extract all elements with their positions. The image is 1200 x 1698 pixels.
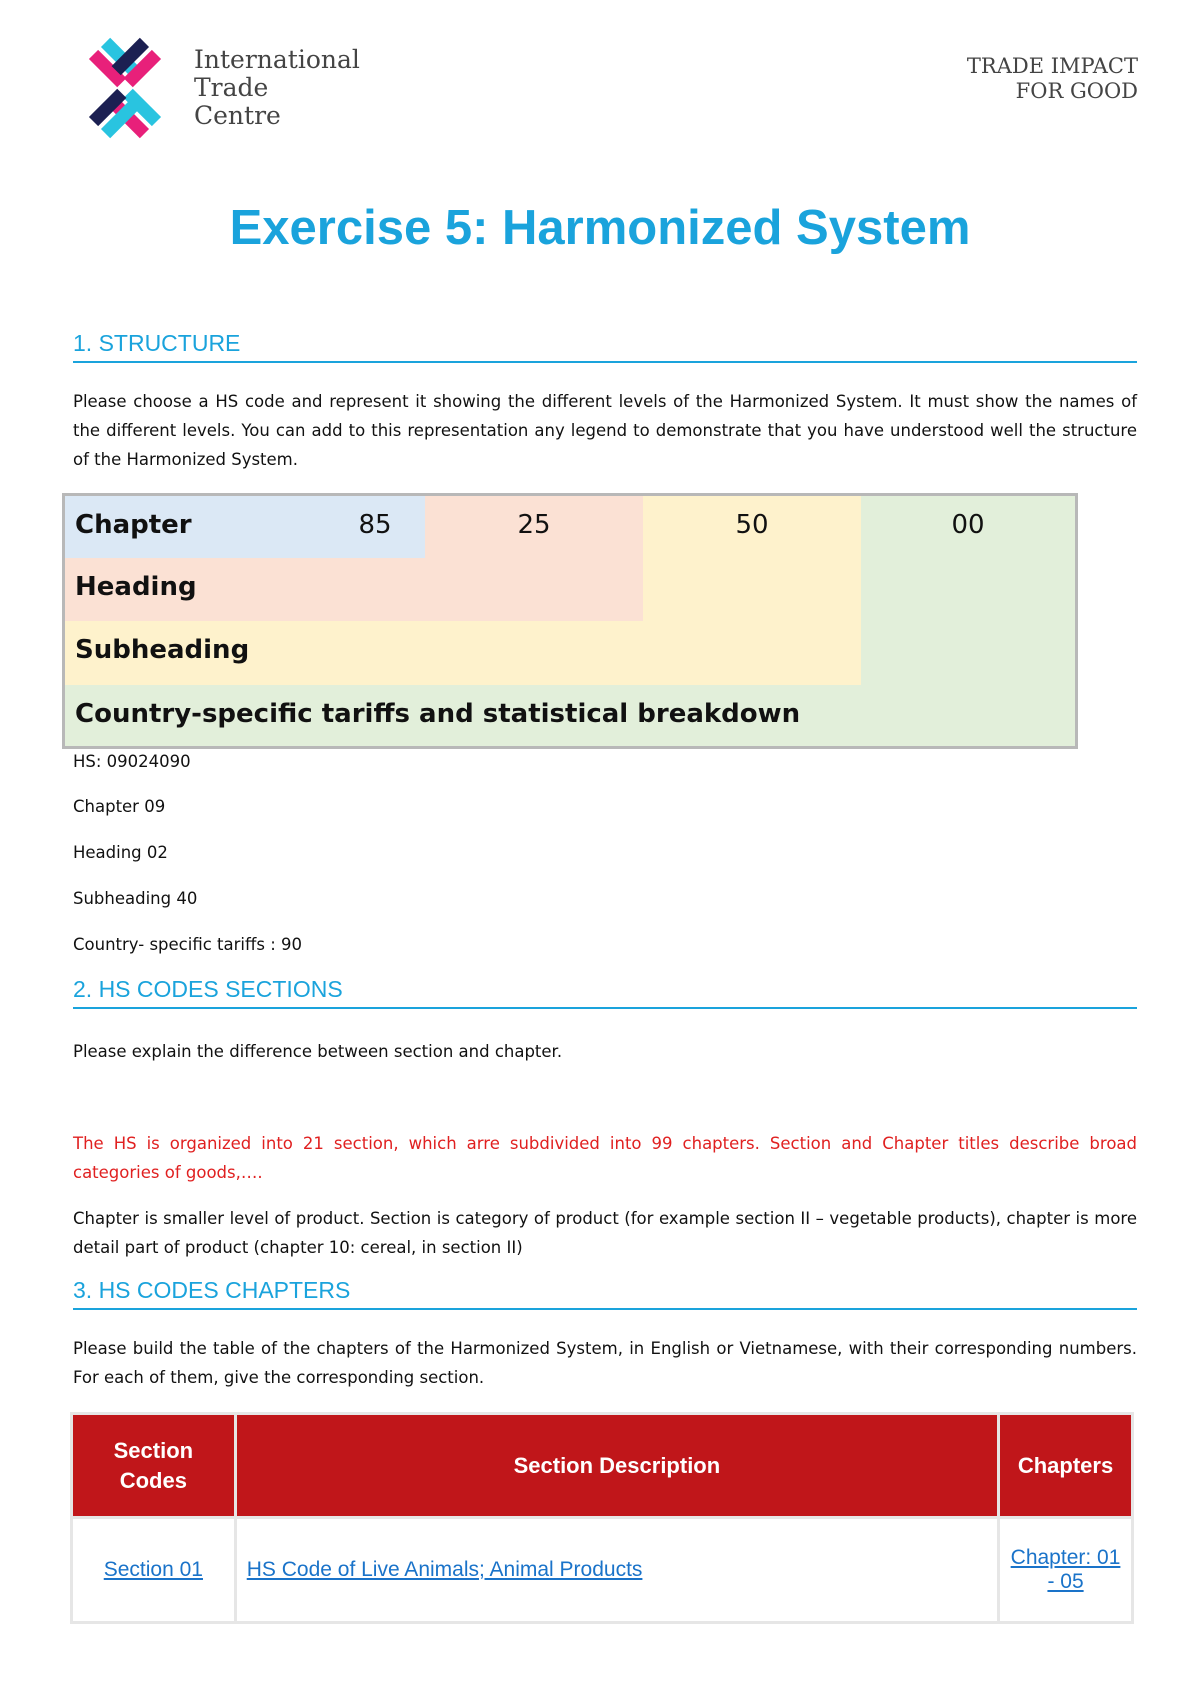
- page-title: Exercise 5: Harmonized System: [229, 201, 971, 255]
- section-heading-sections: 2. HS CODES SECTIONS: [73, 976, 1137, 1009]
- country-label: Country-specific tariffs and statistical breakdown: [75, 699, 801, 729]
- tagline-line2: FOR GOOD: [1015, 79, 1138, 103]
- cell-section-description: [235, 1518, 998, 1623]
- hs-structure-diagram: [62, 493, 1078, 749]
- subheading-digits: 50: [735, 510, 769, 540]
- sections-answer: Chapter is smaller level of product. Section is category of product (for example section II – vegetable products), chapter is more detail part of product (chapter 10: cereal, in section II): [73, 1209, 1137, 1257]
- header-section-codes: Section Codes: [72, 1414, 236, 1518]
- sections-question: Please explain the difference between section and chapter.: [73, 1042, 563, 1061]
- chapters-instructions: Please build the table of the chapters of the Harmonized System, in English or Vietnamese, with their corresponding numbers. For each of them, give the corresponding section.: [73, 1339, 1137, 1387]
- header-section-description: Section Description: [235, 1414, 998, 1518]
- chapters-table: [70, 1412, 1134, 1624]
- chapters-link[interactable]: Chapter: 01 - 05: [1010, 1546, 1121, 1593]
- answer-country: Country- specific tariffs : 90: [73, 935, 303, 954]
- org-name-line3: Centre: [194, 101, 281, 130]
- heading-digits: 25: [517, 510, 551, 540]
- page-header: [70, 32, 1138, 152]
- section-description-link[interactable]: HS Code of Live Animals; Animal Products: [246, 1558, 643, 1581]
- answer-subheading: Subheading 40: [73, 889, 198, 908]
- table-row: [72, 1518, 1133, 1623]
- org-name-line2: Trade: [194, 73, 269, 102]
- section-heading-structure: 1. STRUCTURE: [73, 330, 1137, 363]
- section-01-link[interactable]: Section 01: [103, 1558, 203, 1581]
- answer-chapter: Chapter 09: [73, 797, 166, 816]
- section-heading-chapters: 3. HS CODES CHAPTERS: [73, 1277, 1137, 1310]
- subheading-label: Subheading: [75, 635, 250, 665]
- table-header-row: [72, 1414, 1133, 1518]
- tagline-line1: TRADE IMPACT: [966, 54, 1138, 78]
- cell-chapters: [999, 1518, 1133, 1623]
- header-chapters: Chapters: [999, 1414, 1133, 1518]
- answer-hs-code: HS: 09024090: [73, 752, 191, 771]
- structure-instructions: Please choose a HS code and represent it showing the different levels of the Harmonized System. It must show the names of the different levels. You can add to this representation any legend to demonstrate that you have understood well the structure of the Harmonized System.: [73, 392, 1137, 469]
- cell-section-code: [72, 1518, 236, 1623]
- itc-logo-icon: [70, 32, 180, 144]
- answer-heading: Heading 02: [73, 843, 168, 862]
- chapter-label: Chapter: [75, 510, 192, 540]
- country-digits: 00: [951, 510, 985, 540]
- org-name: [194, 46, 360, 130]
- sections-answer-red: The HS is organized into 21 section, which arre subdivided into 99 chapters. Section and Chapter titles describe broad categories of goods,….: [73, 1134, 1137, 1182]
- tagline: [967, 54, 1138, 104]
- chapter-digits: 85: [358, 510, 392, 540]
- heading-label: Heading: [75, 572, 197, 602]
- org-name-line1: International: [194, 45, 360, 74]
